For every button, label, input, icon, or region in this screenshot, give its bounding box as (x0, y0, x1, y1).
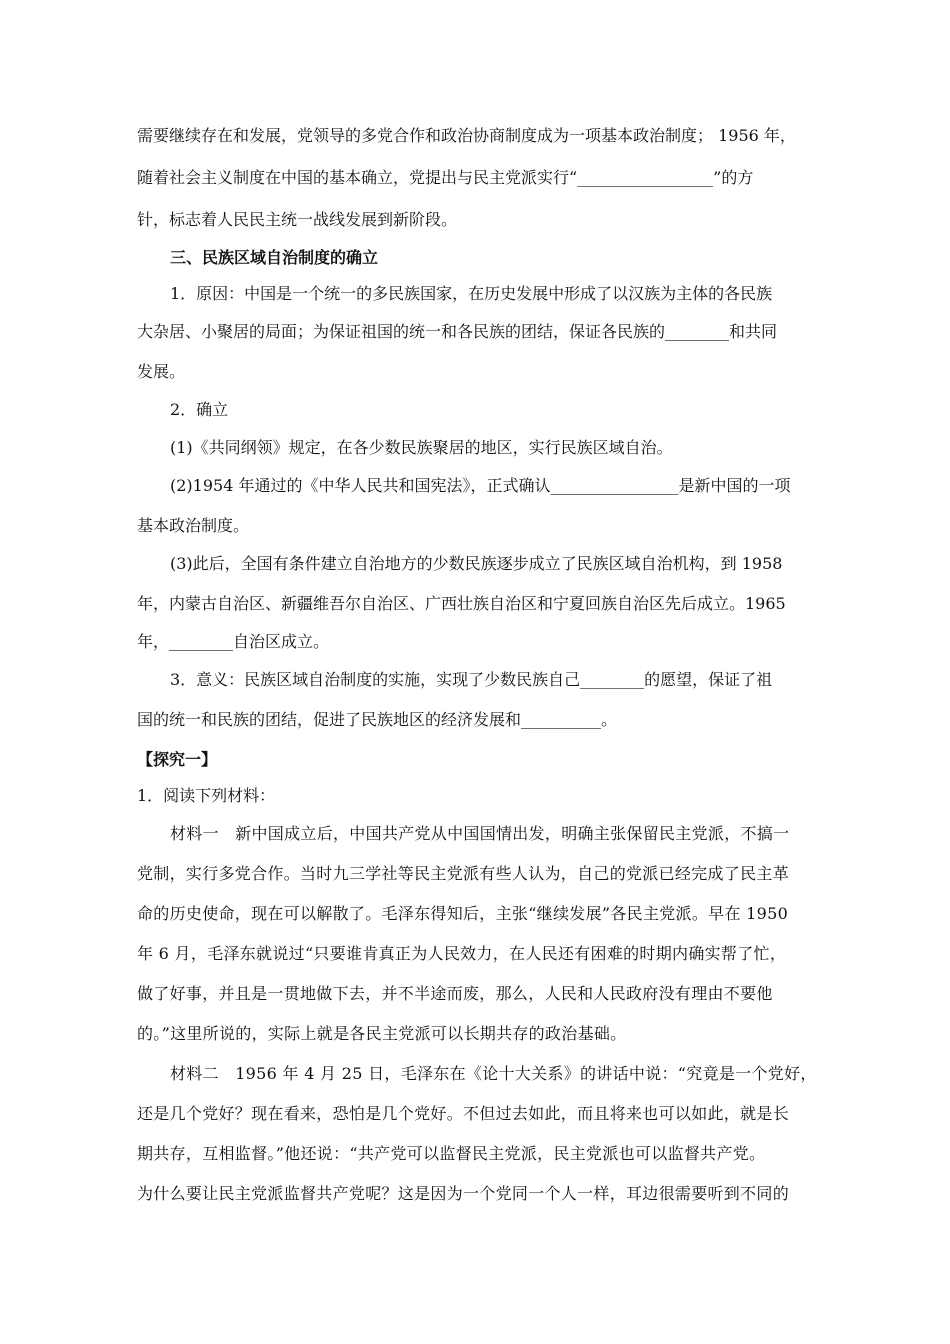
material-line: 为什么要让民主党派监督共产党呢？这是因为一个党同一个人一样，耳边很需要听到不同的 (137, 1184, 790, 1203)
text-line: (3)此后，全国有条件建立自治地方的少数民族逐步成立了民族区域自治机构，到 1958 (170, 554, 783, 573)
text-line: 大杂居、小聚居的局面；为保证祖国的统一和各民族的团结，保证各民族的________和共同 (137, 322, 778, 341)
material-line: 做了好事，并且是一贯地做下去，并不半途而废，那么，人民和人民政府没有理由不要他 (137, 984, 773, 1003)
text-line: 基本政治制度。 (137, 516, 250, 535)
material-line: 的。”这里所说的，实际上就是各民主党派可以长期共存的政治基础。 (137, 1024, 627, 1043)
text-line: (1)《共同纲领》规定，在各少数民族聚居的地区，实行民族区域自治。 (170, 438, 673, 457)
text-line: 年，内蒙古自治区、新疆维吾尔自治区、广西壮族自治区和宁夏回族自治区先后成立。1965 (137, 594, 786, 613)
text-line: 随着社会主义制度在中国的基本确立，党提出与民主党派实行“_________________”的方 (137, 168, 754, 187)
explore-heading: 【探究一】 (137, 750, 218, 769)
text-line: 1．原因：中国是一个统一的多民族国家，在历史发展中形成了以汉族为主体的各民族 (170, 284, 773, 303)
material-line: 材料一 新中国成立后，中国共产党从中国国情出发，明确主张保留民主党派，不搞一 (170, 824, 790, 843)
section-heading: 三、民族区域自治制度的确立 (170, 248, 379, 267)
material-line: 期共存，互相监督。”他还说：“共产党可以监督民主党派，民主党派也可以监督共产党。 (137, 1144, 766, 1163)
material-line: 还是几个党好？现在看来，恐怕是几个党好。不但过去如此，而且将来也可以如此，就是长 (137, 1104, 790, 1123)
text-line: (2)1954 年通过的《中华人民共和国宪法》，正式确认________________是新中国的一项 (170, 476, 791, 495)
text-line: 需要继续存在和发展，党领导的多党合作和政治协商制度成为一项基本政治制度； 1956 年， (137, 126, 796, 145)
text-line: 年，________自治区成立。 (137, 632, 330, 651)
text-line: 1．阅读下列材料： (137, 786, 276, 805)
subheading: 2．确立 (170, 400, 229, 419)
material-line: 命的历史使命，现在可以解散了。毛泽东得知后，主张“继续发展”各民主党派。早在 1950 (137, 904, 789, 923)
material-line: 年 6 月，毛泽东就说过“只要谁肯真正为人民效力，在人民还有困难的时期内确实帮了忙， (137, 944, 787, 963)
material-line: 党制，实行多党合作。当时九三学社等民主党派有些人认为，自己的党派已经完成了民主革 (137, 864, 790, 883)
text-line: 3．意义：民族区域自治制度的实施，实现了少数民族自己________的愿望，保证了祖 (170, 670, 773, 689)
text-line: 国的统一和民族的团结，促进了民族地区的经济发展和__________。 (137, 710, 618, 729)
text-line: 发展。 (137, 362, 186, 381)
material-line: 材料二 1956 年 4 月 25 日，毛泽东在《论十大关系》的讲话中说：“究竟是一个党好， (170, 1064, 817, 1083)
text-line: 针，标志着人民民主统一战线发展到新阶段。 (137, 210, 458, 229)
